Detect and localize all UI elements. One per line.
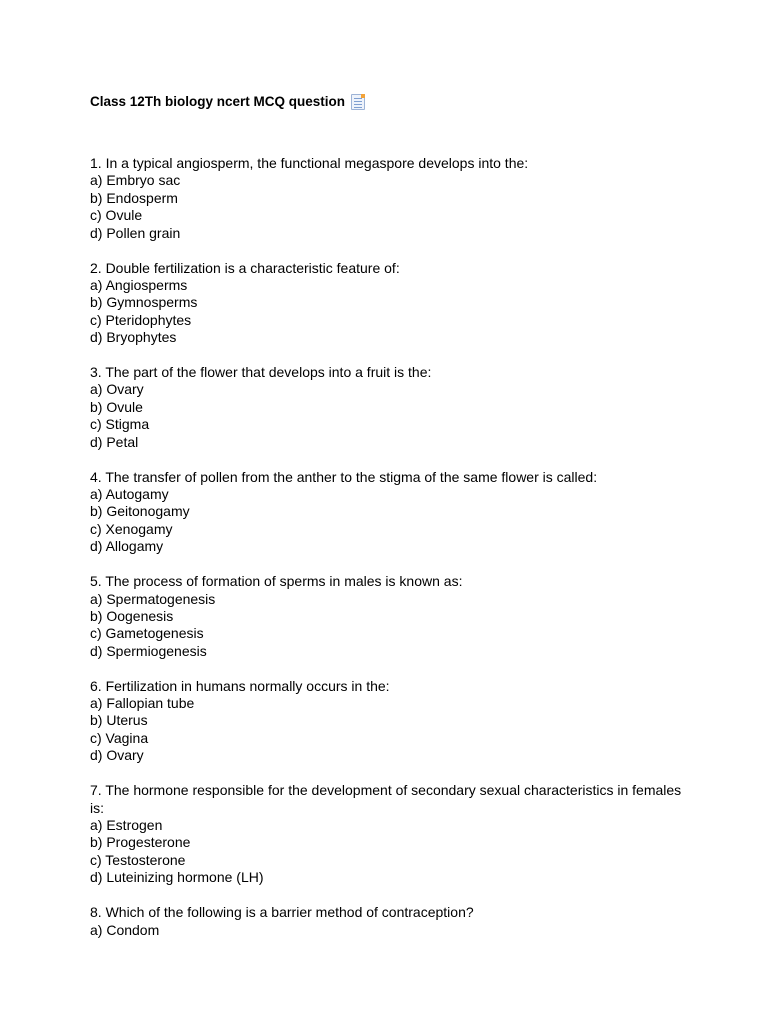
answer-option: d) Luteinizing hormone (LH) [90, 869, 264, 886]
answer-option: b) Endosperm [90, 189, 178, 206]
answer-option: c) Stigma [90, 416, 150, 433]
answer-option: d) Ovary [90, 747, 144, 764]
question-block [90, 469, 690, 556]
answer-option: a) Ovary [90, 381, 144, 398]
answer-option: b) Progesterone [90, 834, 191, 851]
question-block [90, 573, 690, 660]
answer-option: c) Vagina [90, 729, 149, 746]
answer-option: d) Allogamy [90, 538, 164, 555]
question-block [90, 782, 690, 886]
question-block [90, 904, 690, 939]
question-text: 3. The part of the flower that develops into a fruit is the: [90, 364, 432, 381]
answer-option: a) Spermatogenesis [90, 590, 216, 607]
question-text: 7. The hormone responsible for the development of secondary sexual characteristics in females is: [90, 782, 682, 816]
answer-option: c) Pteridophytes [90, 311, 192, 328]
document-page [90, 92, 690, 956]
question-text: 5. The process of formation of sperms in males is known as: [90, 573, 463, 590]
answer-option: a) Condom [90, 921, 160, 938]
answer-option: c) Testosterone [90, 851, 186, 868]
document-title-text: Class 12Th biology ncert MCQ question [90, 94, 346, 109]
question-text: 4. The transfer of pollen from the anther to the stigma of the same flower is called: [90, 468, 598, 485]
answer-option: d) Bryophytes [90, 329, 177, 346]
answer-option: d) Petal [90, 433, 139, 450]
answer-option: c) Gametogenesis [90, 625, 204, 642]
question-block [90, 155, 690, 242]
answer-option: b) Ovule [90, 398, 143, 415]
question-block [90, 260, 690, 347]
answer-option: a) Autogamy [90, 486, 169, 502]
document-title [90, 92, 690, 112]
answer-option: b) Gymnosperms [90, 294, 198, 311]
answer-option: a) Embryo sac [90, 172, 181, 189]
question-block [90, 364, 690, 451]
answer-option: c) Xenogamy [90, 520, 173, 537]
answer-option: b) Geitonogamy [90, 503, 190, 520]
answer-option: a) Angiosperms [90, 276, 188, 293]
answer-option: a) Estrogen [90, 817, 163, 833]
question-list [90, 155, 690, 939]
answer-option: d) Pollen grain [90, 224, 181, 241]
question-text: 1. In a typical angiosperm, the functional megaspore develops into the: [90, 155, 529, 171]
question-text: 2. Double fertilization is a characteristic feature of: [90, 259, 400, 276]
memo-icon [351, 94, 365, 110]
question-text: 8. Which of the following is a barrier method of contraception? [90, 904, 474, 921]
answer-option: b) Uterus [90, 712, 148, 729]
question-block [90, 678, 690, 765]
answer-option: c) Ovule [90, 207, 143, 224]
answer-option: a) Fallopian tube [90, 695, 195, 712]
answer-option: d) Spermiogenesis [90, 642, 207, 659]
question-text: 6. Fertilization in humans normally occurs in the: [90, 677, 390, 694]
answer-option: b) Oogenesis [90, 607, 174, 624]
